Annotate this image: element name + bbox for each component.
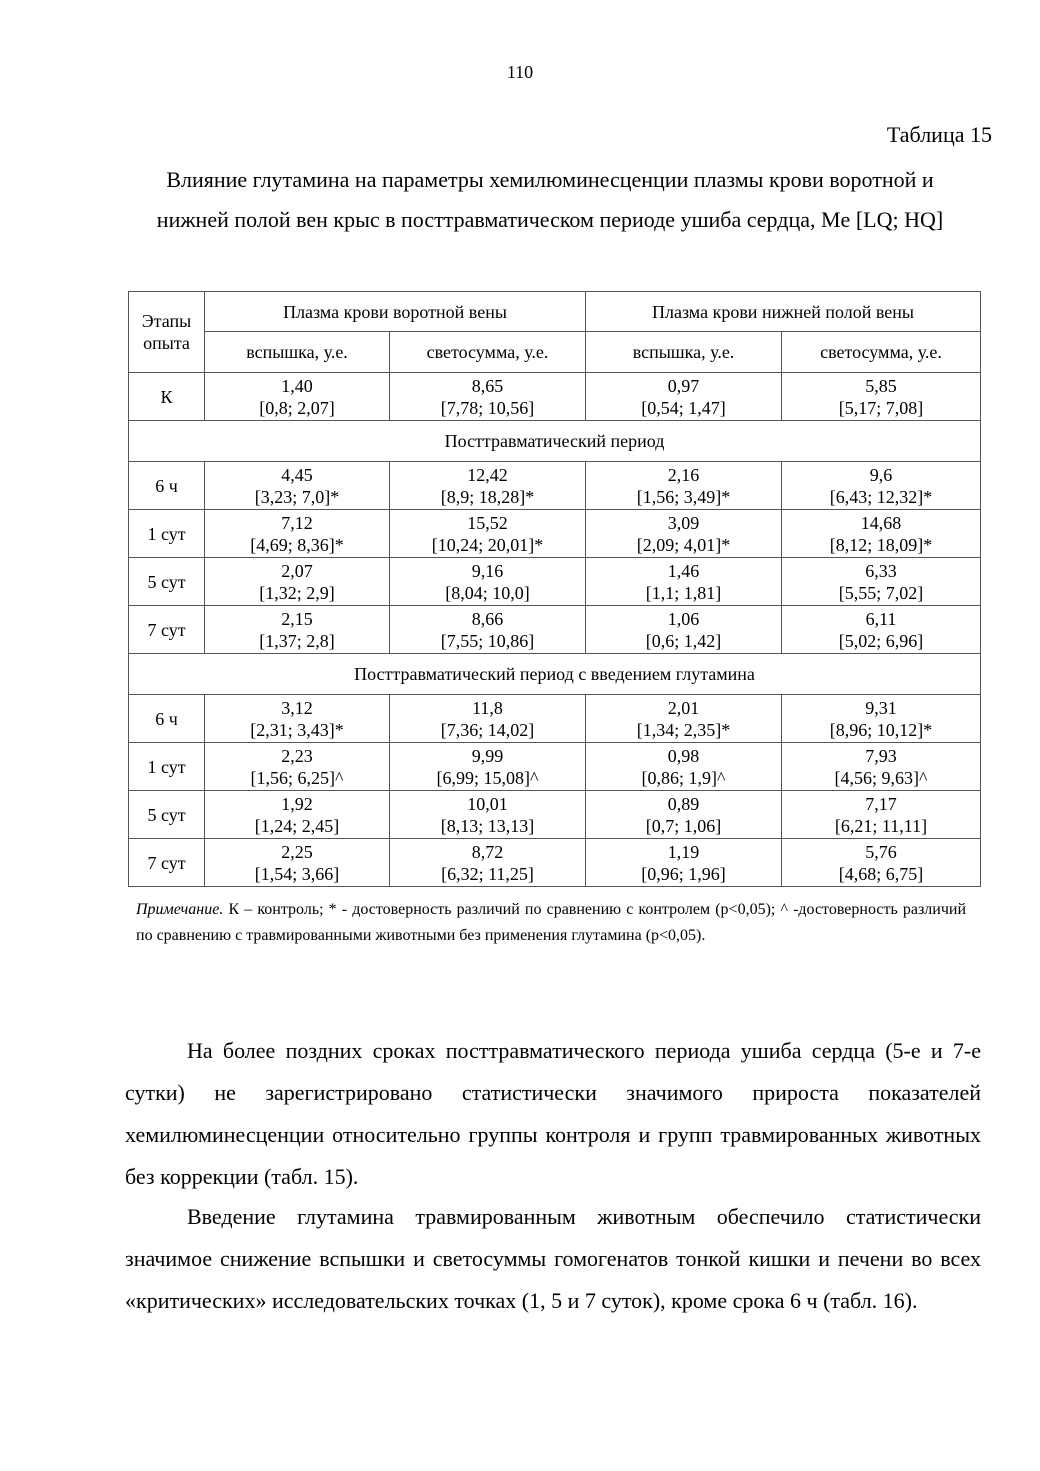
median-value: 14,68	[860, 512, 902, 533]
median-value: 1,46	[667, 560, 700, 581]
value-cell	[390, 695, 586, 743]
group-header-inferior-vena-cava: Плазма крови нижней полой вены	[586, 292, 981, 332]
quartile-range: [1,56; 6,25]^	[250, 767, 344, 788]
value-cell	[782, 462, 981, 510]
quartile-range: [5,55; 7,02]	[838, 582, 924, 603]
quartile-range: [0,6; 1,42]	[645, 630, 722, 651]
value-cell	[390, 462, 586, 510]
stage-cell: 6 ч	[129, 695, 205, 743]
median-value: 10,01	[467, 793, 508, 814]
stage-cell: 5 сут	[129, 791, 205, 839]
value-cell	[390, 373, 586, 421]
value-cell	[586, 462, 782, 510]
quartile-range: [1,32; 2,9]	[259, 582, 335, 603]
median-value: 2,15	[281, 608, 313, 629]
value-cell	[782, 373, 981, 421]
table-row	[129, 606, 981, 654]
section-title: Посттравматический период	[129, 421, 981, 462]
value-cell	[205, 606, 390, 654]
median-value: 7,93	[865, 745, 897, 766]
value-cell	[390, 839, 586, 887]
value-cell	[205, 839, 390, 887]
quartile-range: [4,56; 9,63]^	[834, 767, 928, 788]
quartile-range: [1,34; 2,35]*	[636, 719, 731, 740]
value-cell	[586, 695, 782, 743]
column-header-lightsum: светосумма, у.е.	[782, 332, 981, 373]
median-value: 1,92	[281, 793, 313, 814]
quartile-range: [5,17; 7,08]	[838, 397, 924, 418]
quartile-range: [6,32; 11,25]	[441, 863, 534, 884]
table-label: Таблица 15	[886, 122, 992, 147]
value-cell	[586, 373, 782, 421]
table-title: Влияние глутамина на параметры хемилюминесценции плазмы крови воротной и нижней полой вен крыс в посттравматическом периоде ушиба сердца, Me [LQ; HQ]	[156, 167, 944, 232]
quartile-range: [10,24; 20,01]*	[431, 534, 544, 555]
median-value: 2,25	[281, 841, 313, 862]
median-value: 1,19	[667, 841, 700, 862]
quartile-range: [7,55; 10,86]	[440, 630, 535, 651]
page-number: 110	[506, 62, 534, 82]
median-value: 2,16	[667, 464, 700, 485]
median-value: 2,23	[281, 745, 313, 766]
median-value: 0,97	[667, 375, 700, 396]
quartile-range: [0,7; 1,06]	[645, 815, 722, 836]
stage-cell: 1 сут	[129, 510, 205, 558]
quartile-range: [8,9; 18,28]*	[440, 486, 535, 507]
table-row	[129, 791, 981, 839]
data-table	[128, 291, 981, 887]
value-cell	[586, 606, 782, 654]
median-value: 9,99	[471, 745, 504, 766]
value-cell	[205, 462, 390, 510]
table-row	[129, 695, 981, 743]
median-value: 0,98	[667, 745, 700, 766]
value-cell	[205, 510, 390, 558]
quartile-range: [7,78; 10,56]	[440, 397, 535, 418]
quartile-range: [3,23; 7,0]*	[254, 486, 340, 507]
stage-cell: 7 сут	[129, 606, 205, 654]
value-cell	[390, 558, 586, 606]
median-value: 11,8	[472, 697, 503, 718]
note-text: К – контроль; * - достоверность различий по сравнению с контролем (p<0,05); ^ -достоверность различий по сравнению с травмированными животными без применения глутамина (p<0,05).	[136, 901, 966, 944]
value-cell	[586, 839, 782, 887]
table-row	[129, 558, 981, 606]
quartile-range: [0,86; 1,9]^	[641, 767, 726, 788]
median-value: 9,31	[865, 697, 897, 718]
stage-cell: К	[129, 373, 205, 421]
value-cell	[586, 791, 782, 839]
value-cell	[782, 695, 981, 743]
stage-cell: 6 ч	[129, 462, 205, 510]
median-value: 5,76	[865, 841, 897, 862]
stage-cell: 5 сут	[129, 558, 205, 606]
value-cell	[390, 791, 586, 839]
median-value: 1,40	[281, 375, 313, 396]
quartile-range: [5,02; 6,96]	[838, 630, 924, 651]
median-value: 7,17	[865, 793, 897, 814]
table-row	[129, 462, 981, 510]
value-cell	[390, 510, 586, 558]
quartile-range: [0,54; 1,47]	[641, 397, 726, 418]
median-value: 6,33	[865, 560, 897, 581]
table-row	[129, 373, 981, 421]
median-value: 3,12	[281, 697, 313, 718]
quartile-range: [8,96; 10,12]*	[829, 719, 933, 740]
quartile-range: [7,36; 14,02]	[440, 719, 535, 740]
median-value: 8,65	[471, 375, 504, 396]
value-cell	[782, 839, 981, 887]
median-value: 9,6	[869, 464, 893, 485]
value-cell	[586, 510, 782, 558]
quartile-range: [8,13; 13,13]	[440, 815, 535, 836]
value-cell	[586, 558, 782, 606]
table-row	[129, 510, 981, 558]
quartile-range: [1,37; 2,8]	[259, 630, 335, 651]
median-value: 12,42	[467, 464, 508, 485]
median-value: 8,72	[471, 841, 504, 862]
stage-cell: 1 сут	[129, 743, 205, 791]
median-value: 9,16	[471, 560, 504, 581]
stage-cell: 7 сут	[129, 839, 205, 887]
quartile-range: [6,43; 12,32]*	[829, 486, 933, 507]
quartile-range: [0,96; 1,96]	[641, 863, 726, 884]
median-value: 1,06	[667, 608, 700, 629]
median-value: 3,09	[667, 512, 700, 533]
median-value: 2,07	[281, 560, 313, 581]
quartile-range: [4,69; 8,36]*	[250, 534, 344, 555]
stage-header: Этапы опыта	[129, 292, 205, 373]
value-cell	[782, 743, 981, 791]
quartile-range: [2,31; 3,43]*	[250, 719, 344, 740]
median-value: 0,89	[667, 793, 700, 814]
body-paragraph: На более поздних сроках посттравматического периода ушиба сердца (5-е и 7-е сутки) не зарегистрировано статистически значимого прироста показателей хемилюминесценции относительно группы контроля и групп травмированных животных без коррекции (табл. 15).	[125, 1038, 981, 1189]
value-cell	[205, 373, 390, 421]
value-cell	[205, 791, 390, 839]
value-cell	[390, 606, 586, 654]
table-note	[136, 897, 966, 949]
value-cell	[782, 510, 981, 558]
value-cell	[205, 558, 390, 606]
quartile-range: [2,09; 4,01]*	[636, 534, 731, 555]
quartile-range: [8,04; 10,0]	[445, 582, 530, 603]
body-paragraph: Введение глутамина травмированным животным обеспечило статистически значимое снижение вспышки и светосуммы гомогенатов тонкой кишки и печени во всех «критических» исследовательских точках (1, 5 и 7 суток), кроме срока 6 ч (табл. 16).	[125, 1204, 981, 1313]
value-cell	[205, 695, 390, 743]
quartile-range: [1,1; 1,81]	[645, 582, 722, 603]
median-value: 7,12	[281, 512, 313, 533]
value-cell	[390, 743, 586, 791]
section-row	[129, 421, 981, 462]
quartile-range: [4,68; 6,75]	[838, 863, 924, 884]
table-row	[129, 839, 981, 887]
quartile-range: [6,21; 11,11]	[834, 815, 928, 836]
quartile-range: [1,24; 2,45]	[254, 815, 340, 836]
median-value: 15,52	[467, 512, 508, 533]
section-title: Посттравматический период с введением глутамина	[129, 654, 981, 695]
quartile-range: [0,8; 2,07]	[259, 397, 335, 418]
column-header-flash: вспышка, у.е.	[586, 332, 782, 373]
median-value: 2,01	[667, 697, 700, 718]
value-cell	[782, 558, 981, 606]
column-header-lightsum: светосумма, у.е.	[390, 332, 586, 373]
median-value: 5,85	[865, 375, 897, 396]
value-cell	[205, 743, 390, 791]
value-cell	[586, 743, 782, 791]
note-label: Примечание.	[136, 901, 224, 918]
median-value: 6,11	[865, 608, 897, 629]
median-value: 8,66	[471, 608, 504, 629]
table-row	[129, 743, 981, 791]
quartile-range: [1,54; 3,66]	[254, 863, 340, 884]
section-row	[129, 654, 981, 695]
column-header-flash: вспышка, у.е.	[205, 332, 390, 373]
quartile-range: [1,56; 3,49]*	[636, 486, 731, 507]
value-cell	[782, 606, 981, 654]
median-value: 4,45	[281, 464, 313, 485]
group-header-portal-vein: Плазма крови воротной вены	[205, 292, 586, 332]
quartile-range: [8,12; 18,09]*	[829, 534, 933, 555]
value-cell	[782, 791, 981, 839]
quartile-range: [6,99; 15,08]^	[436, 767, 539, 788]
